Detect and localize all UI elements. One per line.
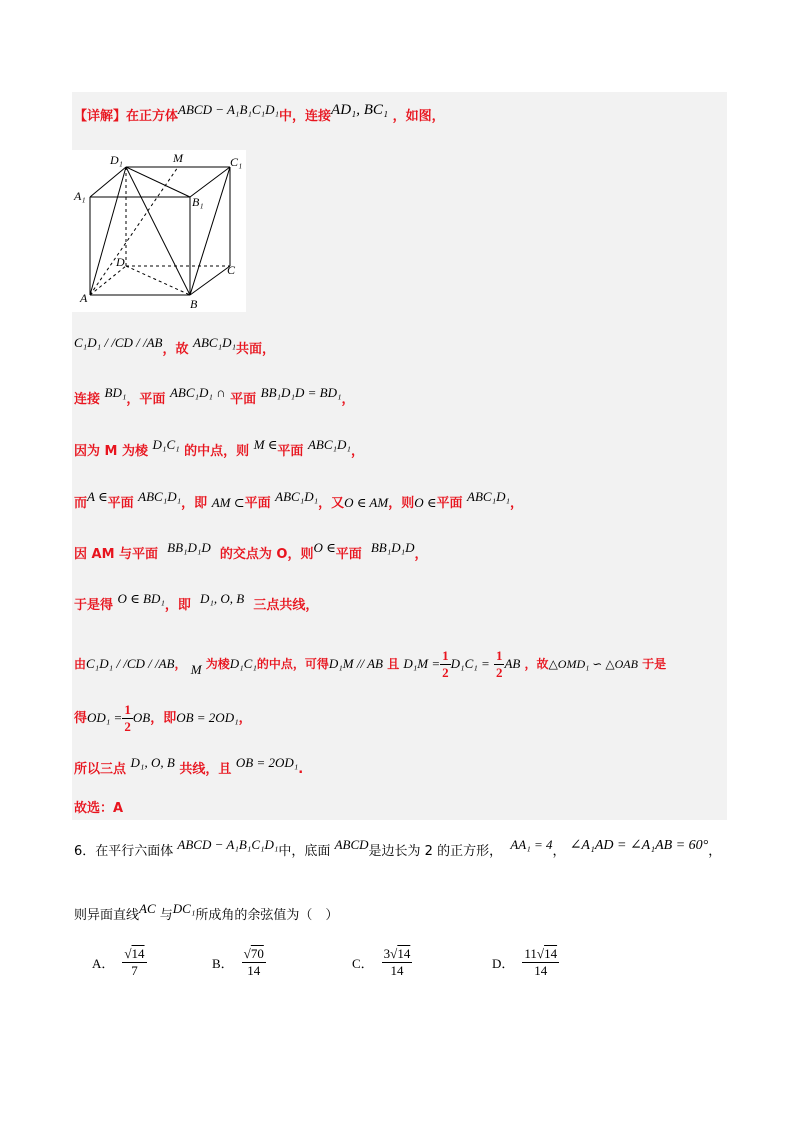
text: 与 (159, 908, 173, 923)
math: ABC₁D₁ (193, 335, 237, 350)
text: ，故 (524, 657, 549, 671)
math: OB = 2OD₁ (235, 755, 299, 770)
solution-line-1 (74, 102, 445, 126)
text: 的中点，可得 (256, 657, 329, 671)
math: D₁M // AB (328, 656, 383, 671)
fraction: $\frac{√14}{7}$ (124, 946, 145, 978)
math: D₁C₁ (229, 656, 257, 671)
text: 6．在平行六面体 (74, 844, 174, 859)
option-d[interactable] (492, 946, 559, 979)
denominator: 14 (247, 963, 261, 978)
text: ， (414, 547, 428, 562)
text: 中，连接 (279, 109, 332, 124)
math: C₁D₁ / /CD / /AB (74, 335, 163, 350)
text: 为棱 (205, 657, 230, 671)
text: 共线，且 (179, 762, 232, 777)
label-B: B (190, 297, 198, 311)
text: 平面 (436, 496, 463, 511)
radicand: 70 (250, 946, 264, 961)
numerator: 1 (442, 648, 449, 663)
solution-line-2 (74, 335, 276, 359)
math: D₁, O, B (130, 755, 175, 770)
question-line-2 (74, 901, 339, 925)
math: M ∈ (253, 437, 278, 452)
text: ， (238, 711, 252, 726)
text: 中，底面 (278, 844, 331, 859)
label-M: M (173, 151, 183, 165)
text: ，如图， (392, 109, 445, 124)
math: AM ⊂ (211, 495, 245, 510)
math: AB (504, 656, 521, 671)
text: ， (552, 844, 566, 859)
text: ，则 (388, 496, 415, 511)
solution-line-5 (74, 489, 524, 513)
math: ABC₁D₁ (138, 489, 182, 504)
math: A ∈ (87, 489, 108, 504)
math: D₁C₁ = (450, 656, 490, 671)
label-D: D (116, 255, 125, 269)
text: 平面 (230, 392, 257, 407)
text: 于是 (642, 657, 667, 671)
text: 于是得 (74, 598, 114, 613)
text: 因为 M 为棱 (74, 444, 148, 459)
math: AC (139, 901, 156, 916)
math: BB₁D₁D = BD₁ (260, 385, 342, 400)
math: BB₁D₁D (167, 540, 211, 555)
option-a[interactable] (92, 946, 147, 979)
text: 是边长为 2 的正方形， (368, 844, 503, 859)
text: 因 AM 与平面 (74, 547, 159, 562)
math: O ∈ (414, 495, 437, 510)
math: AD₁, BC₁ (331, 102, 389, 118)
text: 平面 (244, 496, 271, 511)
radicand: 14 (544, 946, 558, 961)
label-B1: B₁ (192, 195, 204, 209)
text: ， (510, 496, 524, 511)
math: ABCD − A₁B₁C₁D₁ (178, 102, 280, 117)
text: ， (708, 844, 722, 859)
denominator: 2 (442, 665, 449, 680)
math: O ∈ BD₁ (117, 591, 165, 606)
text: 连接 (74, 392, 101, 407)
text: 的交点为 O，则 (219, 547, 314, 562)
solution-line-9 (74, 702, 252, 735)
math: C₁D₁ / /CD / /AB (86, 656, 175, 671)
text: ，又 (318, 496, 345, 511)
label-A: A (80, 291, 88, 305)
text: 平面 (277, 444, 304, 459)
label-D1: D₁ (110, 153, 123, 167)
denominator: 7 (131, 963, 138, 978)
math: ABCD (334, 837, 369, 852)
cube-diagram (72, 150, 246, 312)
denominator: 2 (495, 665, 503, 680)
text: 得 (74, 711, 88, 726)
text: ，即 (181, 496, 208, 511)
solution-line-4 (74, 437, 364, 461)
math: D₁, O, B (200, 591, 245, 606)
option-c[interactable] (352, 946, 412, 979)
option-label: B． (212, 956, 234, 971)
text: ， (350, 444, 364, 459)
option-b[interactable] (212, 946, 266, 979)
math: ABC₁D₁ (467, 489, 511, 504)
coefficient: 11 (524, 946, 537, 961)
label-C1: C₁ (230, 155, 243, 169)
fraction: $\frac{11√14}{14}$ (524, 946, 558, 978)
denominator: 14 (390, 963, 404, 978)
text: 的中点，则 (184, 444, 250, 459)
text: ，平面 (126, 392, 166, 407)
fraction: $\frac{3√14}{14}$ (383, 946, 411, 978)
text: 由 (74, 657, 87, 671)
solution-line-6 (74, 540, 428, 564)
numerator: 1 (124, 702, 131, 717)
text: 且 (387, 657, 400, 671)
text: ，即 (150, 711, 177, 726)
solution-answer (74, 800, 123, 818)
fraction (440, 648, 451, 681)
math: ABC₁D₁ (307, 437, 351, 452)
solution-line-7 (74, 591, 319, 615)
denominator: 14 (534, 963, 548, 978)
coefficient: 3 (383, 946, 391, 961)
denominator: 2 (124, 719, 131, 734)
text: 所以三点 (74, 762, 127, 777)
text: ， (174, 657, 187, 671)
text: ，故 (162, 342, 189, 357)
radicand: 14 (131, 946, 145, 961)
math: OB (132, 710, 151, 725)
text: ， (341, 392, 355, 407)
numerator: 1 (495, 648, 503, 663)
text: 所成角的余弦值为（ ） (195, 908, 339, 923)
math: ∠A₁AD = ∠A₁AB = 60° (569, 838, 709, 853)
label-C: C (227, 263, 236, 277)
math: M (190, 662, 202, 677)
text: 【详解】在正方体 (74, 109, 179, 124)
math: BD₁ (104, 385, 127, 400)
math: D₁M = (403, 656, 441, 671)
solution-line-8 (74, 648, 666, 681)
text: 则异面直线 (74, 908, 140, 923)
text: 而 (74, 496, 88, 511)
fraction (122, 702, 133, 735)
radicand: 14 (397, 946, 411, 961)
math: OB = 2OD₁ (176, 710, 239, 725)
math: O ∈ AM (344, 495, 389, 510)
text: 平面 (107, 496, 134, 511)
math: OD₁ = (87, 710, 123, 725)
text: 三点共线， (253, 598, 319, 613)
fraction: $\frac{√70}{14}$ (243, 946, 264, 978)
math: AA₁ = 4 (510, 837, 553, 852)
option-label: A． (92, 956, 115, 971)
math: ABCD − A₁B₁C₁D₁ (177, 837, 279, 852)
solution-line-3 (74, 385, 355, 409)
option-label: D． (492, 956, 515, 971)
text: . (298, 762, 304, 777)
math: △OMD₁ ∽ △OAB (548, 657, 638, 671)
math: BB₁D₁D (370, 540, 415, 555)
math: DC₁ (172, 901, 196, 916)
cube-figure (72, 150, 246, 312)
math: ABC₁D₁ (275, 489, 319, 504)
solution-line-10 (74, 755, 304, 779)
question-line-1 (74, 837, 722, 861)
math: O ∈ (313, 540, 336, 555)
text: 平面 (335, 547, 362, 562)
text: 故选：A (74, 801, 124, 816)
math: ABC₁D₁ ∩ (169, 385, 226, 400)
math: D₁C₁ (152, 437, 180, 452)
text: 共面， (236, 342, 276, 357)
option-label: C． (352, 956, 374, 971)
text: ，即 (164, 598, 191, 613)
label-A1: A₁ (74, 189, 86, 203)
fraction (494, 648, 505, 681)
